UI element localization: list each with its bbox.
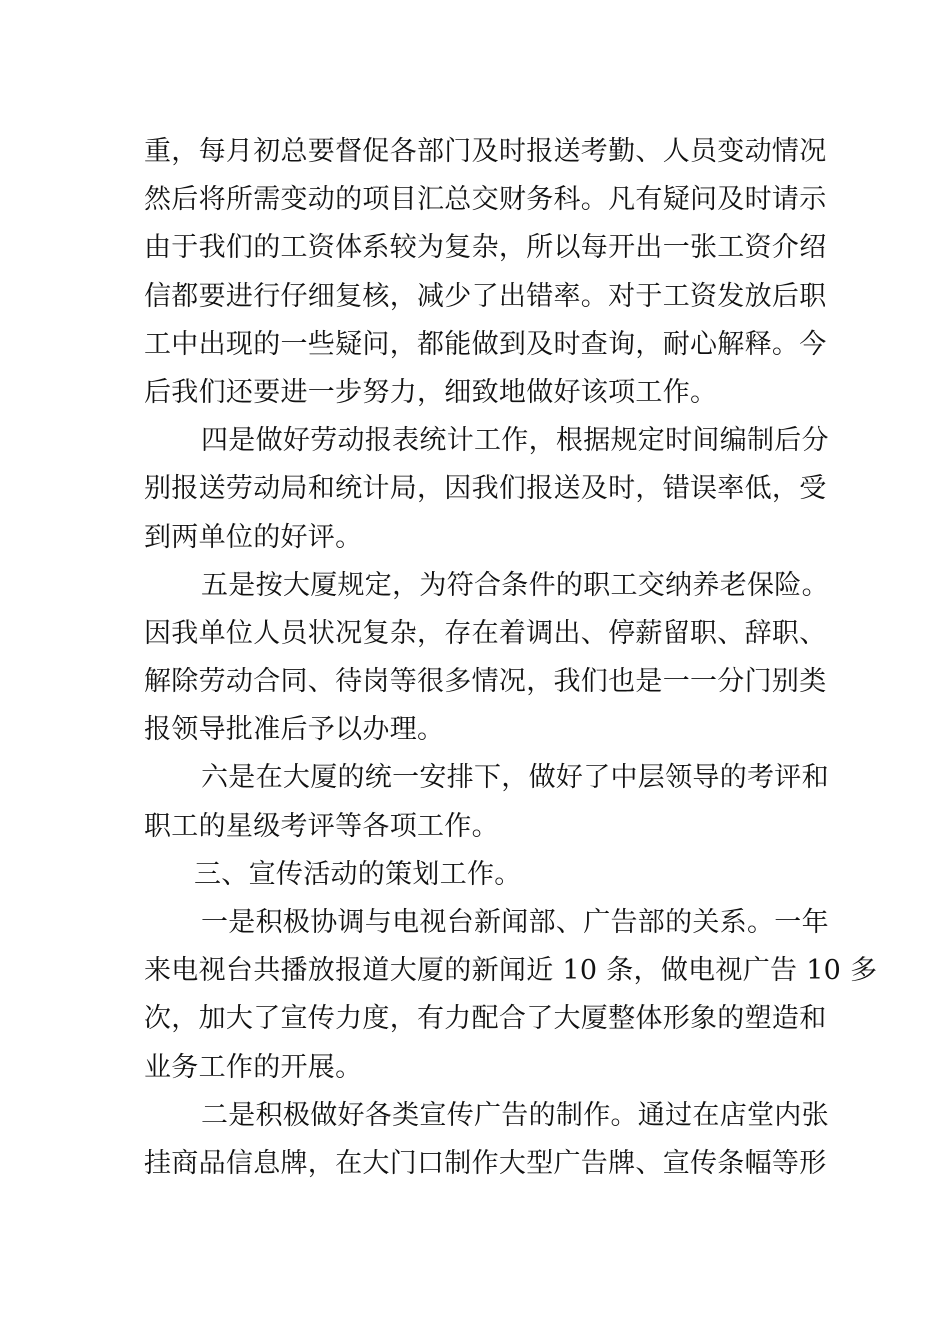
text-line: 工中出现的一些疑问，都能做到及时查询，耐心解释。今 <box>144 328 827 360</box>
paragraph-first-line: 五是按大厦规定，为符合条件的职工交纳养老保险。 <box>201 569 829 601</box>
paragraph-first-line: 一是积极协调与电视台新闻部、广告部的关系。一年 <box>201 907 829 938</box>
text-line: 然后将所需变动的项目汇总交财务科。凡有疑问及时请示 <box>144 184 827 216</box>
text-line: 报领导批准后予以办理。 <box>144 714 445 746</box>
text-line: 业务工作的开展。 <box>144 1051 363 1083</box>
text-line: 由于我们的工资体系较为复杂，所以每开出一张工资介绍 <box>144 232 827 264</box>
text-line: 到两单位的好评。 <box>144 521 363 553</box>
text-line: 信都要进行仔细复核，减少了出错率。对于工资发放后职 <box>144 280 827 312</box>
text-line: 来电视台共播放报道大厦的新闻近 10 条，做电视广告 10 多 <box>144 955 878 987</box>
section-heading: 三、宣传活动的策划工作。 <box>194 858 522 890</box>
text-line: 别报送劳动局和统计局，因我们报送及时，错误率低，受 <box>144 473 827 505</box>
text-line: 解除劳动合同、待岗等很多情况，我们也是一一分门别类 <box>144 666 827 698</box>
paragraph-first-line: 二是积极做好各类宣传广告的制作。通过在店堂内张 <box>201 1099 829 1131</box>
text-line: 因我单位人员状况复杂，存在着调出、停薪留职、辞职、 <box>144 617 827 649</box>
document-body <box>144 128 878 1188</box>
paragraph-first-line: 四是做好劳动报表统计工作，根据规定时间编制后分 <box>201 425 829 457</box>
text-line: 次，加大了宣传力度，有力配合了大厦整体形象的塑造和 <box>144 1003 827 1035</box>
text-line: 职工的星级考评等各项工作。 <box>144 810 499 842</box>
text-line: 后我们还要进一步努力，细致地做好该项工作。 <box>144 376 718 408</box>
paragraph-first-line: 六是在大厦的统一安排下，做好了中层领导的考评和 <box>201 762 829 794</box>
text-line: 挂商品信息牌，在大门口制作大型广告牌、宣传条幅等形 <box>144 1147 827 1179</box>
text-line: 重，每月初总要督促各部门及时报送考勤、人员变动情况 <box>144 136 827 167</box>
